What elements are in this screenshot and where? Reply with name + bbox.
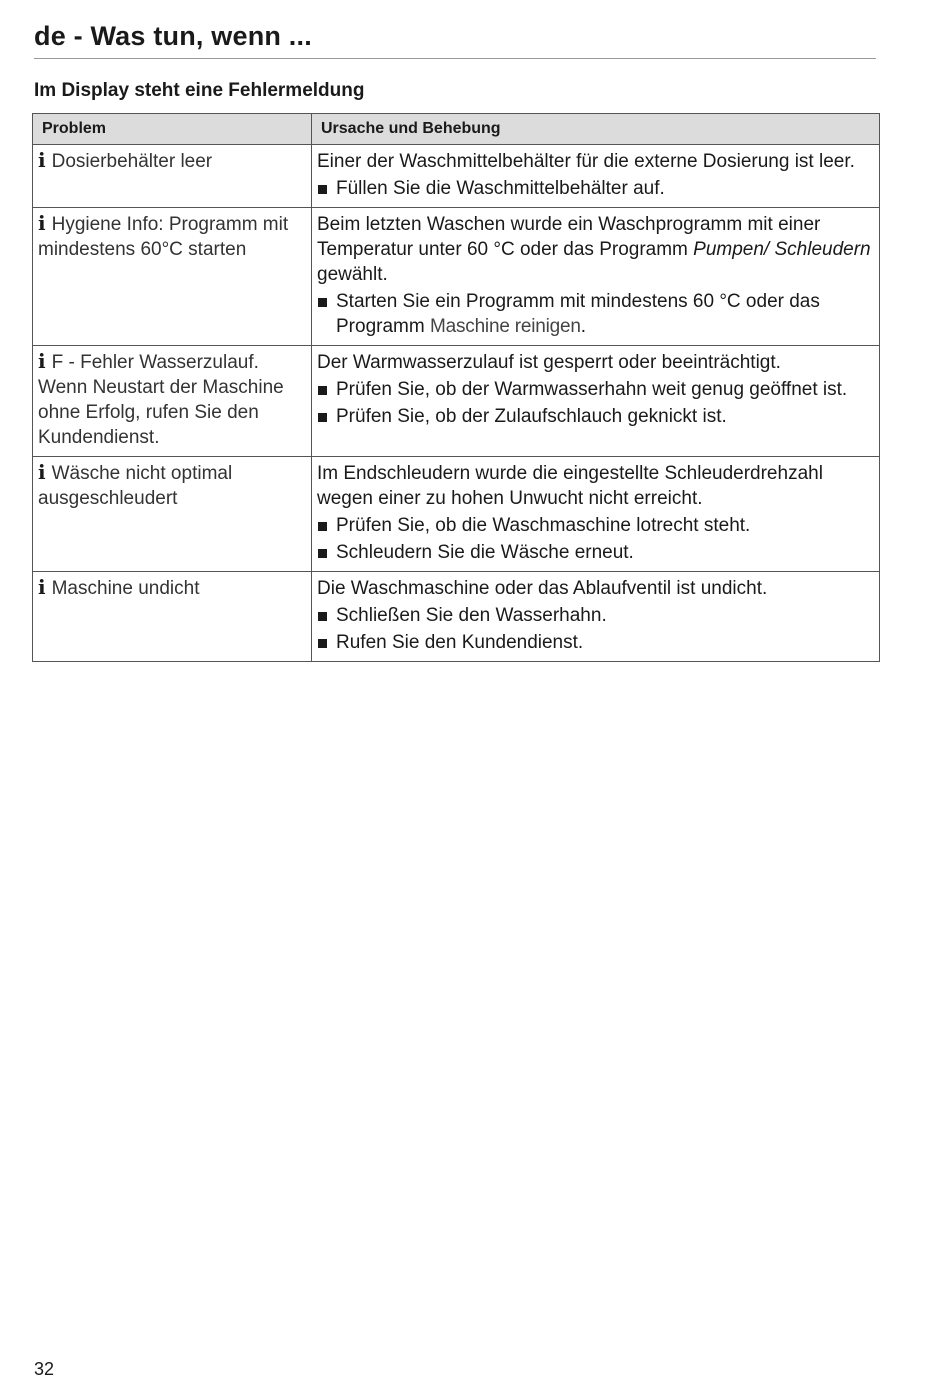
problem-text: Dosierbehälter leer xyxy=(51,151,213,172)
info-icon: i xyxy=(38,211,46,235)
problem-cell xyxy=(33,457,312,572)
table-row xyxy=(33,208,880,346)
square-bullet-icon xyxy=(317,404,336,429)
cause-text: Die Waschmaschine oder das Ablaufventil ist undicht. xyxy=(317,578,768,599)
remedy-text: Prüfen Sie, ob die Waschmaschine lotrecht steht. xyxy=(336,515,751,536)
cause-text: Der Warmwasserzulauf ist gesperrt oder beeinträchtigt. xyxy=(317,352,781,373)
cause-cell xyxy=(312,457,880,572)
remedy-item xyxy=(317,404,874,429)
remedy-text: Schleudern Sie die Wäsche erneut. xyxy=(336,542,634,563)
square-bullet-icon xyxy=(317,540,336,565)
page-header xyxy=(34,18,876,59)
cause-cell xyxy=(312,208,880,346)
remedy-text: Schließen Sie den Wasserhahn. xyxy=(336,605,607,626)
table-row xyxy=(33,572,880,662)
remedy-text-start: Starten Sie ein Programm mit mindestens 60 °C oder das Programm xyxy=(336,291,820,337)
square-bullet-icon xyxy=(317,176,336,201)
table-row xyxy=(33,346,880,457)
info-icon: i xyxy=(38,148,46,172)
cause-cell xyxy=(312,572,880,662)
page-title: de - Was tun, wenn ... xyxy=(34,21,312,51)
cause-cell xyxy=(312,346,880,457)
table-header-row xyxy=(33,114,880,145)
cause-cell xyxy=(312,145,880,208)
info-icon: i xyxy=(38,460,46,484)
remedy-item xyxy=(317,377,874,402)
square-bullet-icon xyxy=(317,377,336,402)
problem-text: F - Fehler Wasserzulauf. Wenn Neustart der Maschine ohne Erfolg, rufen Sie den Kundendienst. xyxy=(38,352,284,448)
problem-text: Hygiene Info: Programm mit mindestens 60°C starten xyxy=(38,214,289,260)
cause-text: Einer der Waschmittelbehälter für die externe Dosierung ist leer. xyxy=(317,151,855,172)
square-bullet-icon xyxy=(317,513,336,538)
cause-text-start: Beim letzten Waschen wurde ein Waschprogramm mit einer Temperatur unter 60 °C oder das Programm xyxy=(317,214,821,260)
remedy-text: Prüfen Sie, ob der Warmwasserhahn weit genug geöffnet ist. xyxy=(336,379,848,400)
page-number: 32 xyxy=(34,1359,55,1379)
fault-table xyxy=(32,113,880,662)
cause-text xyxy=(317,212,874,287)
info-icon: i xyxy=(38,349,46,373)
program-name-italic: Pumpen/ Schleudern xyxy=(693,239,871,260)
section-title: Im Display steht eine Fehlermeldung xyxy=(34,80,365,101)
remedy-item xyxy=(317,630,874,655)
remedy-text: Rufen Sie den Kundendienst. xyxy=(336,632,584,653)
problem-cell xyxy=(33,572,312,662)
table-row xyxy=(33,145,880,208)
problem-text: Maschine undicht xyxy=(51,578,200,599)
problem-cell xyxy=(33,346,312,457)
info-icon: i xyxy=(38,575,46,599)
square-bullet-icon xyxy=(317,630,336,655)
program-name-display: Maschine reinigen xyxy=(429,316,581,337)
remedy-item xyxy=(317,540,874,565)
problem-text: Wäsche nicht optimal ausgeschleudert xyxy=(38,463,233,509)
column-header-problem: Problem xyxy=(33,114,312,145)
remedy-item xyxy=(317,176,874,201)
remedy-text: Füllen Sie die Waschmittelbehälter auf. xyxy=(336,178,665,199)
column-header-cause: Ursache und Behebung xyxy=(312,114,880,145)
problem-cell xyxy=(33,145,312,208)
remedy-text xyxy=(336,289,874,339)
problem-cell xyxy=(33,208,312,346)
remedy-item xyxy=(317,289,874,339)
cause-text: Im Endschleudern wurde die eingestellte Schleuderdrehzahl wegen einer zu hohen Unwucht nicht erreicht. xyxy=(317,463,823,509)
square-bullet-icon xyxy=(317,603,336,628)
table-row xyxy=(33,457,880,572)
remedy-text-end: . xyxy=(580,316,587,337)
remedy-item xyxy=(317,603,874,628)
remedy-item xyxy=(317,513,874,538)
square-bullet-icon xyxy=(317,289,336,339)
cause-text-end: gewählt. xyxy=(317,264,388,285)
remedy-text: Prüfen Sie, ob der Zulaufschlauch geknickt ist. xyxy=(336,406,727,427)
